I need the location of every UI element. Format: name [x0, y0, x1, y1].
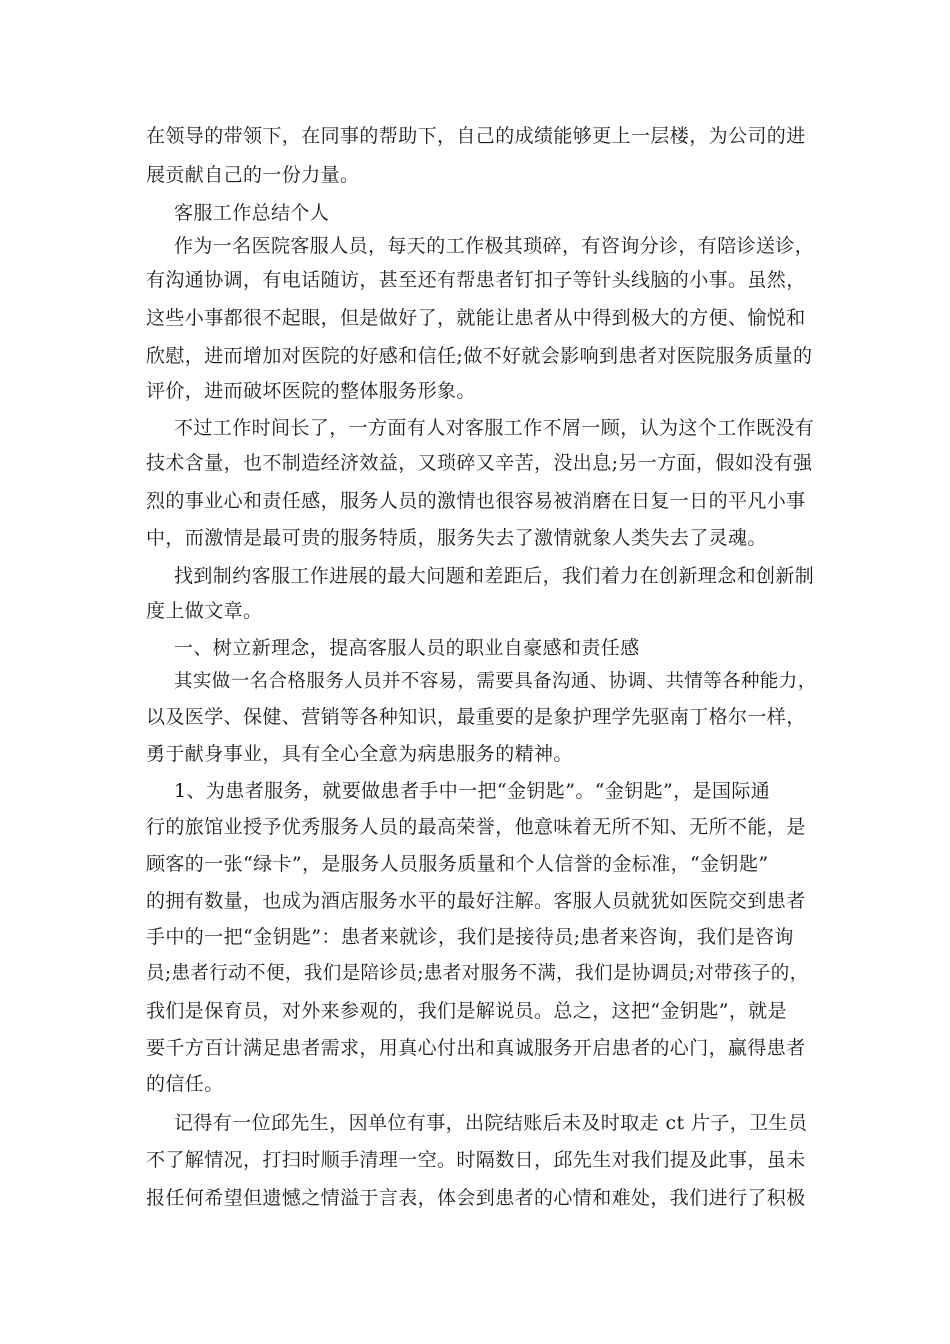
section-heading: 客服工作总结个人 [174, 202, 330, 224]
text-line: 其实做一名合格服务人员并不容易，需要具备沟通、协调、共情等各种能力， [174, 671, 817, 692]
text-line: 在领导的带领下，在同事的帮助下，自己的成绩能够更上一层楼，为公司的进 [146, 125, 806, 147]
text-line: 中，而激情是最可贵的服务特质，服务失去了激情就象人类失去了灵魂。 [146, 527, 767, 549]
text-line: 的信任。 [146, 1073, 224, 1095]
text-line: 1、为患者服务，就要做患者手中一把“金钥匙”。“金钥匙”，是国际通 [174, 780, 771, 802]
text-line: 不了解情况，打扫时顺手清理一空。时隔数日，邱先生对我们提及此事，虽未 [146, 1149, 806, 1171]
text-line: 的拥有数量，也成为酒店服务水平的最好注解。客服人员就犹如医院交到患者 [146, 890, 806, 912]
text-line: 顾客的一张“绿卡”，是服务人员服务质量和个人信誉的金标准，“金钥匙” [146, 853, 769, 875]
text-line: 评价，进而破坏医院的整体服务形象。 [146, 380, 476, 402]
text-line: 找到制约客服工作进展的最大问题和差距后，我们着力在创新理念和创新制 [174, 565, 815, 587]
text-line: 欣慰，进而增加对医院的好感和信任;做不好就会影响到患者对医院服务质量的 [146, 345, 813, 367]
section-heading: 一、树立新理念，提高客服人员的职业自豪感和责任感 [174, 637, 640, 659]
text-line: 烈的事业心和责任感，服务人员的激情也很容易被消磨在日复一日的平凡小事 [146, 490, 806, 512]
text-line: 以及医学、保健、营销等各种知识，最重要的是象护理学先驱南丁格尔一样， [146, 706, 806, 728]
text-line: 记得有一位邱先生，因单位有事，出院结账后未及时取走 ct 片子，卫生员 [174, 1112, 808, 1134]
text-line: 技术含量，也不制造经济效益，又琐碎又辛苦，没出息;另一方面，假如没有强 [146, 452, 813, 474]
text-line: 我们是保育员，对外来参观的，我们是解说员。总之，这把“金钥匙”，就是 [146, 1000, 788, 1022]
text-line: 员;患者行动不便，我们是陪诊员;患者对服务不满，我们是协调员;对带孩子的， [146, 963, 809, 984]
text-line: 勇于献身事业，具有全心全意为病患服务的精神。 [146, 743, 573, 765]
text-line: 手中的一把“金钥匙”：患者来就诊，我们是接待员;患者来咨询，我们是咨询 [146, 926, 794, 948]
text-line: 度上做文章。 [146, 600, 263, 622]
text-line: 行的旅馆业授予优秀服务人员的最高荣誉，他意味着无所不知、无所不能，是 [146, 816, 806, 838]
text-line: 作为一名医院客服人员，每天的工作极其琐碎，有咨询分诊，有陪诊送诊， [174, 235, 815, 257]
text-line: 展贡献自己的一份力量。 [146, 164, 360, 186]
text-line: 报任何希望但遗憾之情溢于言表，体会到患者的心情和难处，我们进行了积极 [146, 1187, 806, 1209]
text-line: 这些小事都很不起眼，但是做好了，就能让患者从中得到极大的方便、愉悦和 [146, 307, 806, 329]
text-line: 有沟通协调，有电话随访，甚至还有帮患者钉扣子等针头线脑的小事。虽然， [146, 269, 806, 291]
text-line: 不过工作时间长了，一方面有人对客服工作不屑一顾，认为这个工作既没有 [174, 417, 815, 439]
text-line: 要千方百计满足患者需求，用真心付出和真诚服务开启患者的心门，赢得患者 [146, 1037, 806, 1059]
